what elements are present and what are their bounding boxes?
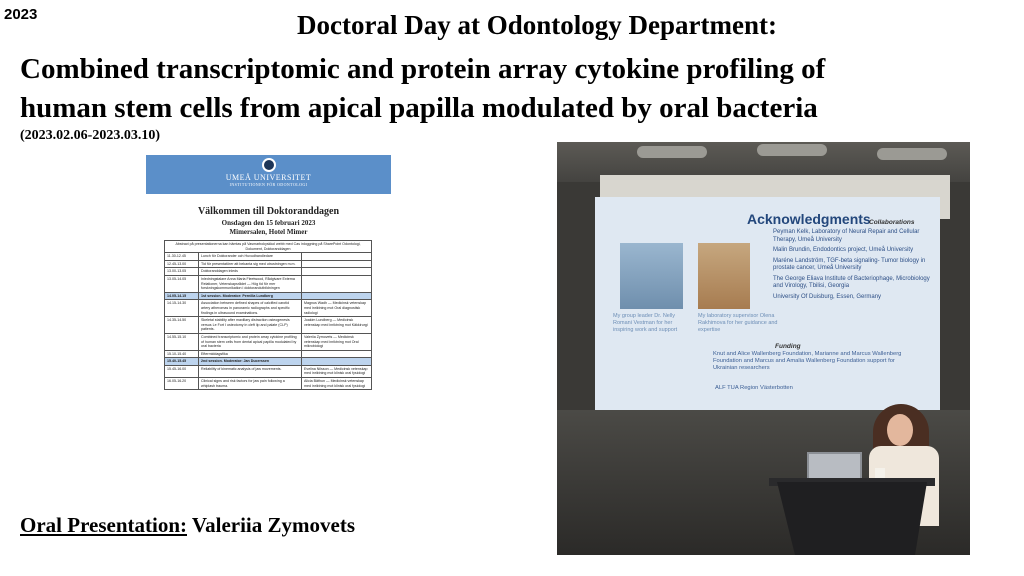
program-description: Association between defined shapes of calcified carotid artery atheromas in panoramic radiographs and specific findings in ultrasound examinations.: [199, 300, 302, 317]
program-presenter: [302, 350, 372, 358]
supervisor-portrait: [698, 243, 750, 309]
projected-slide: [595, 197, 940, 410]
program-row: [165, 268, 372, 276]
program-time: 12.45-13.00: [165, 260, 199, 268]
program-row: [165, 333, 372, 350]
presenter-face: [887, 414, 913, 446]
program-description: Lunch för Doktorander och Huvudhandledare: [199, 253, 302, 261]
program-row: [165, 317, 372, 334]
collaboration-item: The George Eliava Institute of Bacteriophage, Microbiology and Virology, Tbilisi, Georgia: [773, 275, 930, 289]
program-presenter: Magnus Wadh — Medicinsk vetenskap med inriktning mot Oral diagnostisk radiologi: [302, 300, 372, 317]
program-header: [146, 155, 391, 194]
group-leader-caption: My group leader Dr. Nelly Romani Vestman for her inspiring work and support: [613, 313, 678, 333]
program-presenter: [302, 292, 372, 300]
collaboration-item: Maréne Landström, TGF-beta signaling- Tumor biology in prostate cancer, Umeå University: [773, 257, 926, 271]
collaboration-item: University Of Duisburg, Essen, Germany: [773, 293, 882, 300]
program-time: 15.10-15.40: [165, 350, 199, 358]
group-leader-portrait: [620, 243, 683, 309]
program-intro: Abstract på presentationerna kan hämtas på Vasmarbokyskkol webb med Cas inloggning på SharePoint Odontologi, Dokument, Doktoranddagen: [165, 241, 372, 253]
funding-item: Knut and Alice Wallenberg Foundation, Marianne and Marcus Wallenberg Foundation and Marcus and Amalia Wallenberg Foundation support for Ukrainian researchers: [713, 351, 902, 371]
presentation-photo: [557, 142, 970, 555]
program-description: 1st session. Moderator: Pernilla Lundberg: [199, 292, 302, 300]
program-presenter: [302, 268, 372, 276]
program-time: 16.05-16.20: [165, 378, 199, 390]
program-time: 15.40-15.45: [165, 358, 199, 366]
program-row: [165, 253, 372, 261]
program-time: 14.35-14.50: [165, 317, 199, 334]
institution-name: INSTITUTIONEN FÖR ODONTOLOGI: [229, 182, 308, 187]
collaboration-item: Peyman Kelk, Laboratory of Neural Repair and Cellular Therapy, Umeå University: [773, 229, 920, 243]
program-presenter: [302, 253, 372, 261]
program-presenter: [302, 275, 372, 292]
program-description: Clinical signs and risk factors for jaw pain following a whiplash trauma.: [199, 378, 302, 390]
session-row: [165, 292, 372, 300]
ceiling-lamp: [877, 148, 947, 160]
program-place: Mimersalen, Hotel Mimer: [229, 228, 308, 236]
supervisor-caption: My laboratory supervisor Olena Rakhimova for her guidance and expertise: [698, 313, 778, 333]
program-row: [165, 365, 372, 377]
program-time: 13.00-13.05: [165, 268, 199, 276]
program-row: [165, 378, 372, 390]
presenter-name: Valeriia Zymovets: [191, 513, 355, 537]
program-table: [164, 240, 372, 390]
program-presenter: Evelina Nilsson — Medicinsk vetenskap med inriktning mot klinisk oral fysiologi: [302, 365, 372, 377]
program-welcome: Välkommen till Doktoranddagen: [197, 206, 340, 217]
program-presenter: Alicia Bäthun — Medicinsk vetenskap med inriktning mot klinisk oral fysiologi: [302, 378, 372, 390]
oral-presentation: [20, 513, 355, 538]
ceiling-lamp: [637, 146, 707, 158]
program-time: 14.05-14.15: [165, 292, 199, 300]
program-presenter: [302, 358, 372, 366]
presentation-title: [20, 50, 825, 128]
podium: [777, 482, 927, 555]
page-title: Doctoral Day at Odontology Department:: [297, 10, 777, 40]
funding-list: [713, 351, 903, 374]
program-document: [146, 155, 391, 490]
ceiling-lamp: [757, 144, 827, 156]
program-date: Onsdagen den 15 februari 2023: [221, 219, 316, 227]
collaborations-heading: Collaborations: [869, 219, 915, 226]
program-row: [165, 275, 372, 292]
collaborations-list: [773, 229, 933, 304]
program-description: Inledningstalare Anna Maria Fleetwood, Rådgivare Externa Relationer, Vetenskapsrådet — Hög tid för mer forskningskommunikation i doktorandutbildningen: [199, 275, 302, 292]
program-description: Doktoranddagen inleds: [199, 268, 302, 276]
program-time: 13.05-14.05: [165, 275, 199, 292]
program-time: 15.45-16.00: [165, 365, 199, 377]
funding-heading: Funding: [775, 343, 801, 350]
slide-title: Acknowledgments: [747, 211, 871, 227]
program-description: Combined transcriptomic and protein array cytokine profiling of human stem cells from dental apical papilla modulated by oral bacteria: [199, 333, 302, 350]
university-seal-icon: [262, 158, 276, 172]
program-description: Reliability of kinematic analysis of jaw movements.: [199, 365, 302, 377]
program-row: [165, 350, 372, 358]
program-row: [165, 300, 372, 317]
program-time: 11.30-12.45: [165, 253, 199, 261]
program-time: 14.15-14.30: [165, 300, 199, 317]
program-row: [165, 260, 372, 268]
program-description: Tid för presentatörer att bekanta sig med utrustningen m.m.: [199, 260, 302, 268]
program-description: Eftermiddagsfika: [199, 350, 302, 358]
program-presenter: [302, 260, 372, 268]
presentation-title-line-2: human stem cells from apical papilla modulated by oral bacteria: [20, 92, 818, 124]
university-name: UMEÅ UNIVERSITET: [225, 173, 312, 182]
date-range: (2023.02.06-2023.03.10): [20, 128, 160, 143]
alf-credit: ALF TUA Region Västerbotten: [715, 385, 793, 391]
presentation-title-line-1: Combined transcriptomic and protein array cytokine profiling of: [20, 53, 826, 85]
collaboration-item: Malin Brundin, Endodontics project, Umeå University: [773, 247, 914, 253]
session-row: [165, 358, 372, 366]
program-description: Skeletal stability after maxillary distraction osteogenesis versus Le Fort I osteotomy in cleft lip and palate (CLP) patients.: [199, 317, 302, 334]
program-presenter: Joakim Lundberg — Medicinsk vetenskap med inriktning mot Käkkirurgi: [302, 317, 372, 334]
oral-presentation-label: Oral Presentation:: [20, 513, 187, 537]
program-description: 2nd session. Moderator: Jan Ducerssen: [199, 358, 302, 366]
program-time: 14.55-15.10: [165, 333, 199, 350]
year-label: 2023: [4, 6, 38, 23]
program-presenter: Valeriia Zymovets — Medicinsk vetenskap med inriktning mot Oral mikrobiologi: [302, 333, 372, 350]
